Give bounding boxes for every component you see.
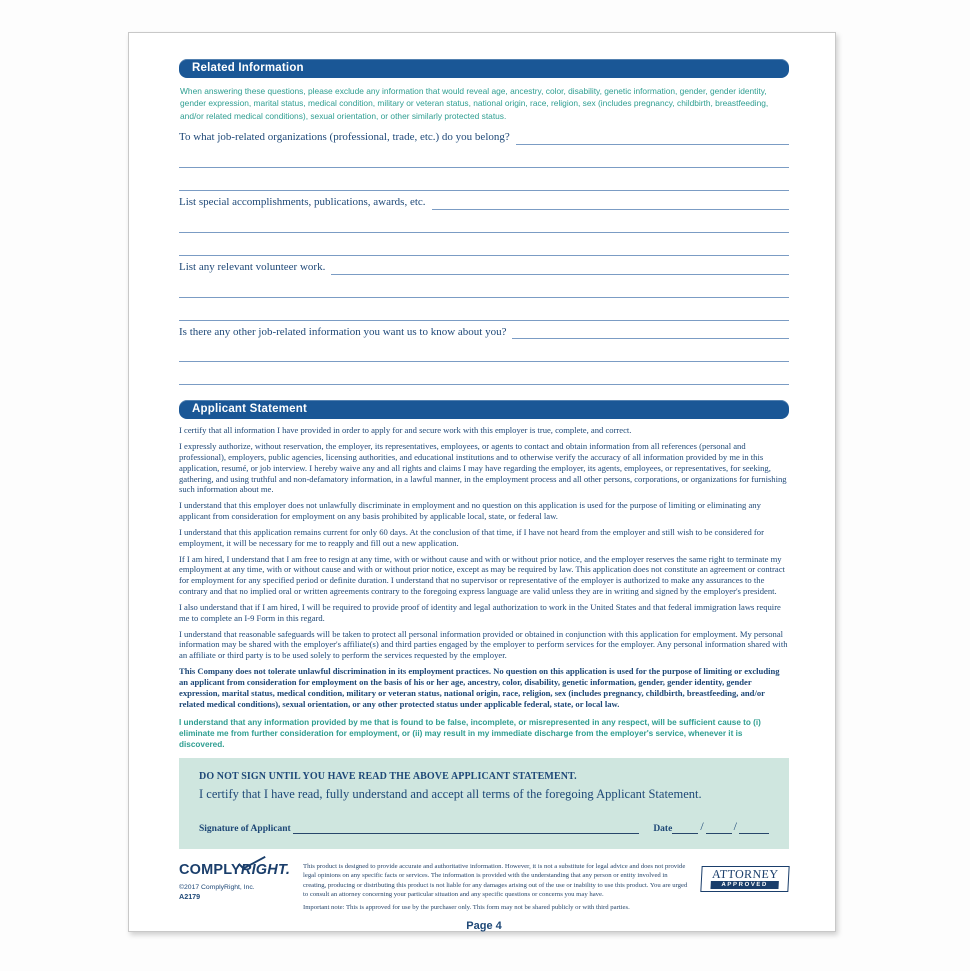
- form-number: A2179: [179, 891, 201, 901]
- logo-text-comply: COMPLY: [179, 861, 241, 878]
- statement-paragraph: I understand that this application remains current for only 60 days. At the conclusion of that time, if I have not heard from the employer and still wish to be considered for employment, it will be necessary for me to reapply and fill out a new application.: [179, 526, 764, 548]
- badge-approved-text: APPROVED: [710, 880, 778, 888]
- question-label: List any relevant volunteer work.: [179, 260, 326, 273]
- answer-line[interactable]: [432, 197, 789, 210]
- statement-paragraph: I certify that all information I have provided in order to apply for and secure work with this employer is true, complete, and correct.: [179, 425, 632, 436]
- question-label: Is there any other job-related information you want us to know about you?: [179, 325, 507, 338]
- signature-of-applicant-label: Signature of Applicant: [199, 823, 291, 834]
- signature-box: [179, 758, 789, 849]
- applicant-statement-header: Applicant Statement: [179, 400, 789, 419]
- statement-paragraph: I understand that this employer does not unlawfully discriminate in employment and no question on this application is used for the purpose of limiting or eliminating any applicant from consideration for employment on any basis prohibited by applicable local, state, or federal law.: [179, 500, 761, 522]
- question-group: [179, 131, 789, 191]
- statement-paragraph: I expressly authorize, without reservation, the employer, its representatives, employees, or agents to contact and obtain information from all references (personal and professional), employers, public agencies, licensing authorities, and educational institutions and to otherwise verify the accuracy of all information provided by me in this application, resumé, or job interview. I hereby waive any and all rights and claims I may have regarding the employer, its agents, employees, or representatives, for seeking, gathering, and using truthful and non-defamatory information, in a lawful manner, in the employment process and all other persons, corporations, or organizations for furnishing such information about me.: [179, 441, 787, 495]
- answer-line[interactable]: [179, 339, 789, 362]
- statement-paragraph-falsification: I understand that any information provided by me that is found to be false, incomplete, or misrepresented in any respect, will be sufficient cause to (i) eliminate me from further consideration for employment, or (ii) may result in my immediate discharge from the employer's service, whenever it is discovered.: [179, 718, 761, 750]
- answer-line[interactable]: [179, 233, 789, 256]
- applicant-statement-section: [179, 400, 789, 750]
- statement-paragraph-nondiscrimination: This Company does not tolerate unlawful discrimination in its employment practices. No question on this application is used for the purpose of limiting or excluding an applicant from consideration for employment on the basis of his or her age, ancestry, color, disability, genetic information, gender, gender identity, gender expression, marital status, medical condition, military or veteran status, national origin, race, religion, sex (includes pregnancy, childbirth, breastfeeding, and/or related medical conditions), sexual orientation, or any other protected status under applicable federal, state, or local law.: [179, 666, 780, 709]
- form-page: [128, 32, 836, 932]
- attorney-approved-badge: [700, 866, 789, 892]
- question-label: To what job-related organizations (professional, trade, etc.) do you belong?: [179, 131, 510, 144]
- date-separator: /: [733, 818, 737, 833]
- related-information-intro: When answering these questions, please exclude any information that would reveal age, ancestry, color, disability, genetic information, gender, gender identity, gender expression, marital status, medical condition, military or veteran status, national origin, race, religion, sex (includes pregnancy, childbirth, breastfeeding, and/or related medical conditions), sexual orientation, or other similarly protected status.: [180, 86, 769, 121]
- date-month-field[interactable]: [672, 823, 698, 834]
- page-footer: [179, 862, 789, 911]
- footer-legal-block: [297, 862, 701, 911]
- signature-line[interactable]: [293, 823, 640, 834]
- applicant-statement-body: [179, 425, 789, 750]
- statement-paragraph: I understand that reasonable safeguards will be taken to protect all personal information provided or obtained in conjunction with this application for employment. My personal information may be shared with the employer's affiliate(s) and third parties engaged by the employer to perform services for the employer. Any personal information shared with an affiliate or third party is to be used solely to perform the services requested by the employer.: [179, 628, 788, 661]
- answer-line[interactable]: [331, 262, 789, 275]
- copyright-text: ©2017 ComplyRight, Inc.: [179, 883, 255, 891]
- question-group: [179, 261, 789, 321]
- related-information-header: Related Information: [179, 59, 789, 78]
- answer-line[interactable]: [179, 298, 789, 321]
- date-day-field[interactable]: [706, 823, 732, 834]
- logo-text-right: RIGHT.: [240, 861, 291, 878]
- answer-line[interactable]: [179, 210, 789, 233]
- answer-line[interactable]: [512, 326, 789, 339]
- answer-line[interactable]: [179, 145, 789, 168]
- answer-line[interactable]: [516, 132, 789, 145]
- question-group: [179, 196, 789, 256]
- important-note-text: Important note: This is approved for use by the purchaser only. This form may not be shared publicly or with third parties.: [303, 903, 630, 911]
- date-year-field[interactable]: [739, 823, 769, 834]
- footer-brand-block: [179, 862, 297, 901]
- question-group: [179, 326, 789, 386]
- statement-paragraph: If I am hired, I understand that I am free to resign at any time, with or without cause and with or without prior notice, and the employer reserves the same right to terminate my employment at any time, with or without cause and with or without prior notice, except as may be required by law. This application does not constitute an agreement or contract for employment for any specified period or definite duration. I understand that no supervisor or representative of the employer is authorized to make any assurances to the contrary and that no implied oral or written agreements contrary to the foregoing express language are valid unless they are in writing and signed by the employer's president.: [179, 553, 785, 597]
- complyright-logo: [179, 862, 297, 878]
- badge-attorney-text: ATTORNEY: [711, 866, 779, 881]
- do-not-sign-warning: DO NOT SIGN UNTIL YOU HAVE READ THE ABOVE APPLICANT STATEMENT.: [199, 770, 577, 782]
- logo-check-icon: [235, 856, 269, 870]
- legal-disclaimer-text: This product is designed to provide accurate and authoritative information. However, it is not a substitute for legal advice and does not provide legal opinions on any specific facts or services. The information is provided with the understanding that any person or entity involved in creating, producing or distributing this product is not liable for any damages arising out of the use or inability to use this product. You are urged to consult an attorney concerning your particular situation and any specific questions or concerns you may have.: [303, 862, 688, 899]
- answer-line[interactable]: [179, 362, 789, 385]
- footer-badge-block: [701, 862, 789, 892]
- question-label: List special accomplishments, publications, awards, etc.: [179, 196, 426, 209]
- signature-certify-text: I certify that I have read, fully understand and accept all terms of the foregoing Applicant Statement.: [199, 786, 702, 801]
- answer-line[interactable]: [179, 275, 789, 298]
- page-number: Page 4: [466, 919, 502, 932]
- answer-line[interactable]: [179, 168, 789, 191]
- date-label: Date: [653, 823, 673, 834]
- date-separator: /: [700, 818, 704, 833]
- statement-paragraph: I also understand that if I am hired, I will be required to provide proof of identity and legal authorization to work in the United States and that federal immigration laws require me to complete an I-9 Form in this regard.: [179, 601, 781, 623]
